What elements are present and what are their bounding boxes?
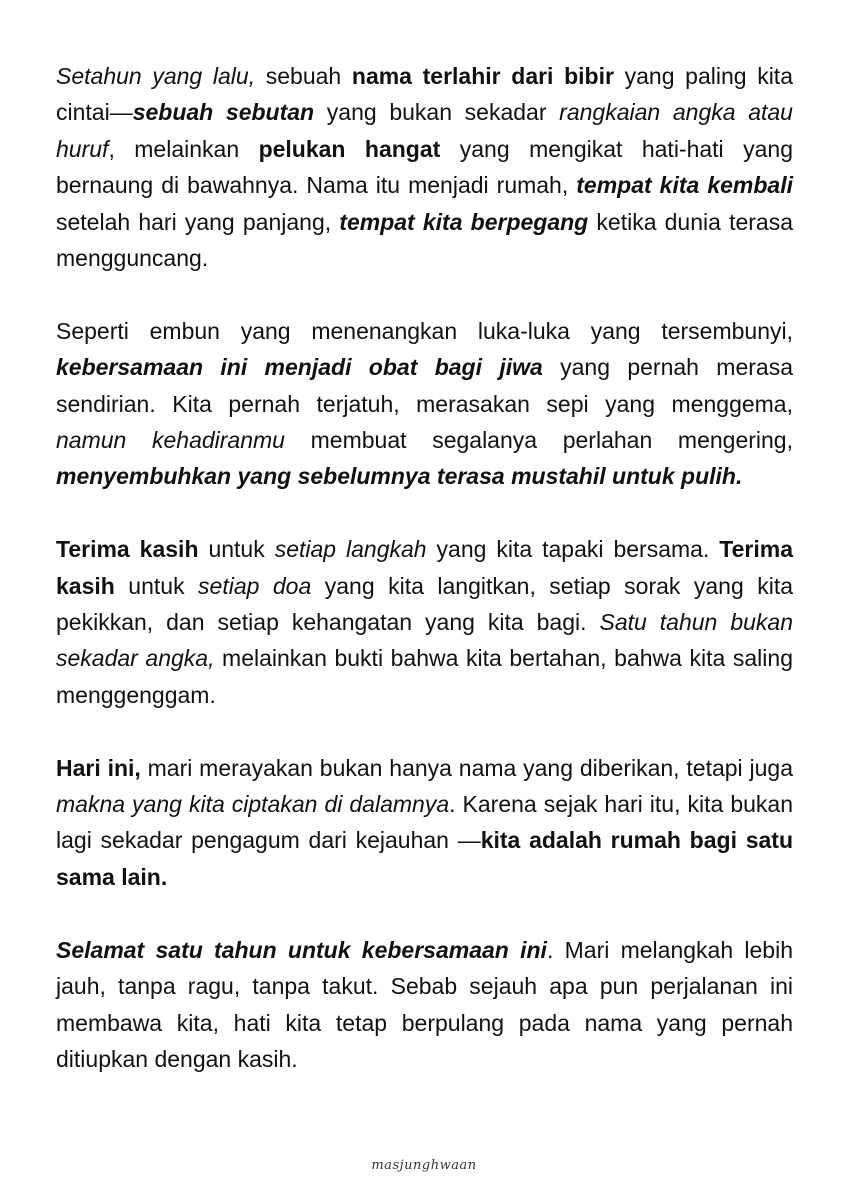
text-segment: yang kita langitkan, setiap sorak yang kita pekikkan, dan setiap kehangatan yang kita bagi. bbox=[56, 572, 794, 636]
paragraph-2 bbox=[56, 313, 793, 495]
text-segment: . Karena sejak hari itu, kita bukan lagi sekadar pengagum dari kejauhan — bbox=[56, 791, 793, 854]
text-segment: namun kehadiranmu bbox=[56, 427, 285, 454]
text-segment: Terima kasih bbox=[56, 536, 199, 563]
text-segment: tempat kita kembali bbox=[576, 172, 793, 199]
text-segment: menyembuhkan yang sebelumnya terasa mustahil untuk pulih. bbox=[56, 463, 743, 490]
text-segment: sebuah bbox=[255, 63, 352, 89]
letter-body bbox=[56, 58, 793, 1077]
paragraph-5 bbox=[56, 932, 793, 1078]
text-segment: yang paling kita cintai— bbox=[56, 63, 793, 126]
text-segment: melainkan bukti bahwa kita bertahan, bahwa kita saling menggenggam. bbox=[56, 645, 793, 708]
text-segment: Hari ini, bbox=[56, 754, 141, 781]
text-segment: kita adalah rumah bagi satu sama lain. bbox=[56, 827, 793, 890]
text-segment: nama terlahir dari bibir bbox=[351, 63, 614, 89]
text-segment: Seperti embun yang menenangkan luka-luka yang tersembunyi, bbox=[56, 317, 793, 344]
text-segment: tempat kita berpegang bbox=[339, 208, 589, 235]
text-segment: Satu tahun bukan sekadar angka, bbox=[56, 609, 793, 672]
text-segment: mari merayakan bukan hanya nama yang diberikan, tetapi juga bbox=[140, 754, 793, 781]
text-segment: kebersamaan ini menjadi obat bagi jiwa bbox=[56, 354, 543, 381]
text-segment: yang pernah merasa sendirian. Kita pernah terjatuh, merasakan sepi yang menggema, bbox=[56, 354, 793, 417]
text-segment: untuk bbox=[114, 572, 199, 599]
paragraph-1 bbox=[56, 58, 793, 276]
text-segment: membuat segalanya perlahan mengering, bbox=[284, 427, 793, 454]
text-segment: yang bukan sekadar bbox=[314, 99, 560, 126]
text-segment: , melainkan bbox=[108, 135, 259, 162]
paragraph-3 bbox=[56, 531, 793, 713]
text-segment: Setahun yang lalu, bbox=[56, 63, 256, 89]
signature: masjunghwaan bbox=[371, 1158, 477, 1173]
paragraph-4 bbox=[56, 750, 793, 896]
text-segment: untuk bbox=[198, 536, 275, 563]
text-segment: sebuah sebutan bbox=[132, 99, 315, 126]
text-segment: . Mari melangkah lebih jauh, tanpa ragu, tanpa takut. Sebab sejauh apa pun perjalanan ini membawa kita, hati kita tetap berpulang pada nama yang pernah ditiupkan dengan kasih. bbox=[56, 936, 793, 1072]
text-segment: yang kita tapaki bersama. bbox=[426, 536, 720, 563]
text-segment: rangkaian angka atau huruf bbox=[56, 99, 793, 162]
text-segment: ketika dunia terasa mengguncang. bbox=[56, 208, 794, 272]
text-segment: Terima kasih bbox=[56, 536, 794, 599]
text-segment: makna yang kita ciptakan di dalamnya bbox=[56, 791, 450, 818]
text-segment: setiap doa bbox=[198, 572, 312, 599]
text-segment: Selamat satu tahun untuk kebersamaan ini bbox=[56, 936, 547, 963]
text-segment: setelah hari yang panjang, bbox=[56, 208, 340, 235]
text-segment: yang mengikat hati-hati yang bernaung di bawahnya. Nama itu menjadi rumah, bbox=[56, 135, 793, 199]
text-segment: pelukan hangat bbox=[258, 135, 441, 162]
text-segment: setiap langkah bbox=[274, 536, 427, 563]
